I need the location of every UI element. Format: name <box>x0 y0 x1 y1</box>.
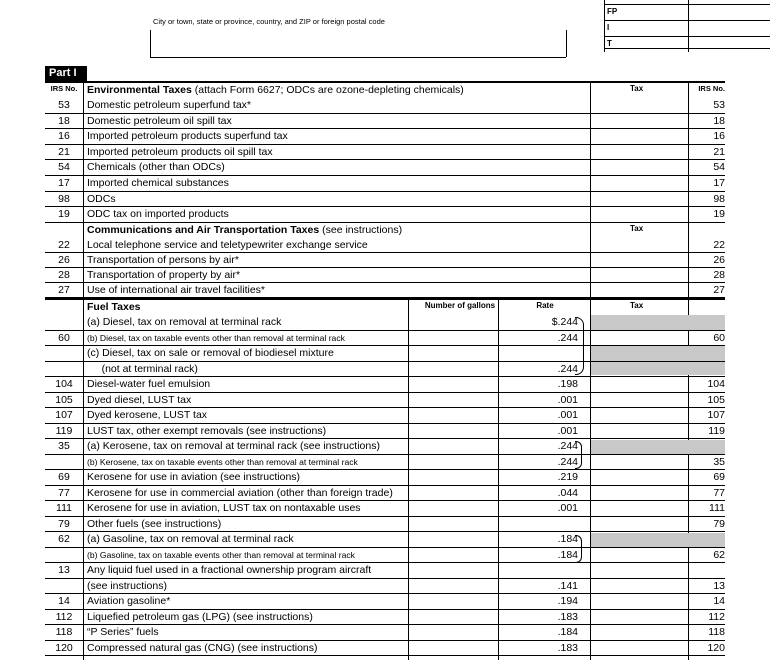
table-row <box>45 501 725 517</box>
gallons-header: Number of gallons <box>424 301 496 310</box>
gallons-input[interactable] <box>409 625 498 641</box>
table-row <box>45 346 725 362</box>
row-description: Transportation of property by air* <box>87 269 241 281</box>
irs-code-right: 104 <box>707 378 725 390</box>
irs-code-right: 120 <box>707 641 725 654</box>
rate-value: .183 <box>557 641 578 654</box>
irs-code: 16 <box>58 130 70 143</box>
tax-input[interactable] <box>591 176 688 192</box>
city-field-label: City or town, state or province, country, and ZIP or foreign postal code <box>153 17 385 26</box>
fp-label: FP <box>604 4 770 17</box>
row-description: Dyed kerosene, LUST tax <box>87 409 208 421</box>
tax-input[interactable] <box>591 346 688 362</box>
row-description: Diesel-water fuel emulsion <box>87 378 211 390</box>
gallons-input[interactable] <box>409 517 498 533</box>
gallons-input[interactable] <box>409 532 498 548</box>
tax-input[interactable] <box>591 145 688 161</box>
rate-value: .184 <box>557 548 578 561</box>
rate-value: .244 <box>557 362 578 375</box>
row-description: (a) Gasoline, tax on removal at terminal rack <box>87 533 294 545</box>
table-row <box>45 455 725 471</box>
row-description: Imported petroleum products oil spill tax <box>87 145 273 158</box>
row-description: Chemicals (other than ODCs) <box>87 161 225 174</box>
irs-code: 62 <box>58 533 70 545</box>
comm-title: Communications and Air Transportation Taxes <box>87 224 320 236</box>
tax-input[interactable] <box>591 253 688 268</box>
rate-value: .219 <box>557 471 578 483</box>
row-description: “P Series” fuels <box>87 626 159 638</box>
tax-header-comm: Tax <box>630 224 644 233</box>
irs-code: 53 <box>58 99 70 111</box>
table-row <box>45 207 725 223</box>
tax-input[interactable] <box>591 501 688 517</box>
irs-code-right: 111 <box>709 502 725 514</box>
irs-code: 54 <box>58 161 70 174</box>
irs-code: 105 <box>55 393 73 406</box>
irs-no-header: IRS No. <box>50 84 78 93</box>
irs-code: 18 <box>58 114 70 127</box>
tax-input[interactable] <box>591 192 688 208</box>
fuel-rule <box>45 298 725 300</box>
table-row <box>45 408 725 424</box>
table-row <box>45 563 725 579</box>
tax-input[interactable] <box>591 532 688 548</box>
table-row <box>45 176 725 192</box>
row-description: (a) Kerosene, tax on removal at terminal rack (see instructions) <box>87 440 380 452</box>
table-row <box>45 145 725 161</box>
irs-code: 17 <box>58 177 70 189</box>
fp-box <box>604 0 770 52</box>
row-description: (not at terminal rack) <box>87 362 198 375</box>
tax-input[interactable] <box>591 283 688 298</box>
table-row <box>45 160 725 176</box>
irs-code: 112 <box>55 610 73 623</box>
irs-code-right: 107 <box>707 409 725 421</box>
table-row <box>45 192 725 208</box>
tax-input[interactable] <box>591 563 688 579</box>
irs-code: 79 <box>58 517 70 530</box>
rate-value: .244 <box>557 455 578 468</box>
tax-input[interactable] <box>591 641 688 657</box>
row-description: Compressed natural gas (CNG) (see instructions) <box>87 641 318 654</box>
table-row <box>45 283 725 298</box>
irs-code: 21 <box>58 145 70 158</box>
gallons-input[interactable] <box>409 315 498 331</box>
table-row <box>45 331 725 347</box>
irs-code-right: 21 <box>713 145 725 158</box>
rate-value: .244 <box>557 331 578 344</box>
irs-code-right: 60 <box>713 331 725 344</box>
table-row <box>45 579 725 595</box>
city-field-left-tick <box>150 30 151 57</box>
tax-input[interactable] <box>591 393 688 409</box>
part-rule <box>45 81 725 83</box>
tax-header-env: Tax <box>630 84 644 93</box>
irs-code: 26 <box>58 254 70 266</box>
irs-code: 28 <box>58 269 70 281</box>
tax-input[interactable] <box>591 238 688 253</box>
row-description: Domestic petroleum superfund tax* <box>87 99 251 111</box>
fuel-header-row <box>45 301 725 315</box>
rate-header: Rate <box>536 301 554 310</box>
irs-code: 120 <box>55 641 73 654</box>
gallons-input[interactable] <box>409 470 498 486</box>
table-row <box>45 548 725 564</box>
table-row <box>45 625 725 641</box>
row-description: (b) Gasoline, tax on taxable events other than removal at terminal rack <box>87 549 355 560</box>
irs-code: 60 <box>58 331 70 344</box>
city-field-right-tick <box>566 30 567 57</box>
gallons-input[interactable] <box>409 424 498 440</box>
i-label: I <box>604 20 770 33</box>
table-row <box>45 362 725 378</box>
rate-value: .001 <box>557 409 578 421</box>
tax-input[interactable] <box>591 455 688 471</box>
irs-code-right: 77 <box>713 486 725 499</box>
rate-value: $.244 <box>551 316 578 328</box>
env-title-note: (attach Form 6627; ODCs are ozone-depleting chemicals) <box>191 84 464 96</box>
row-description: Other fuels (see instructions) <box>87 517 222 530</box>
part-label: Part I <box>45 66 87 81</box>
irs-code-right: 69 <box>713 471 725 483</box>
row-description: Kerosene for use in aviation, LUST tax on nontaxable uses <box>87 502 361 514</box>
irs-no-header-right: IRS No. <box>698 84 725 93</box>
fuel-title: Fuel Taxes <box>87 301 141 313</box>
rate-value: .001 <box>557 424 578 437</box>
t-label: T <box>604 36 770 49</box>
gallons-input[interactable] <box>409 408 498 424</box>
table-row <box>45 470 725 486</box>
tax-input[interactable] <box>591 268 688 283</box>
env-title: Environmental Taxes <box>87 84 192 96</box>
tax-input[interactable] <box>591 315 688 331</box>
irs-code-right: 35 <box>713 455 725 468</box>
rate-value: .001 <box>557 393 578 406</box>
irs-code: 69 <box>58 471 70 483</box>
irs-code: 77 <box>58 486 70 499</box>
row-description: (b) Kerosene, tax on taxable events other than removal at terminal rack <box>87 456 358 467</box>
row-description: Local telephone service and teletypewriter exchange service <box>87 239 368 251</box>
gallons-input[interactable] <box>409 362 498 378</box>
irs-code: 119 <box>55 424 73 437</box>
table-row <box>45 268 725 283</box>
tax-input[interactable] <box>591 331 688 347</box>
comm-title-note: (see instructions) <box>319 224 403 236</box>
gallons-input[interactable] <box>409 579 498 595</box>
tax-input[interactable] <box>591 207 688 223</box>
rate-value: .141 <box>557 579 578 592</box>
table-row <box>45 594 725 610</box>
table-row <box>45 98 725 114</box>
table-row <box>45 641 725 657</box>
irs-code-right: 54 <box>713 161 725 174</box>
irs-code-right: 28 <box>713 269 725 281</box>
tax-input[interactable] <box>591 362 688 378</box>
irs-code-right: 105 <box>707 393 725 406</box>
rate-value: .184 <box>557 533 578 545</box>
irs-code: 13 <box>58 564 70 576</box>
irs-code-right: 118 <box>708 626 725 638</box>
row-description: Imported petroleum products superfund tax <box>87 130 288 143</box>
gallons-input[interactable] <box>409 486 498 502</box>
table-row <box>45 114 725 130</box>
irs-code-right: 13 <box>713 579 725 592</box>
table-row <box>45 377 725 393</box>
gallons-input[interactable] <box>409 641 498 657</box>
irs-code: 118 <box>55 626 73 638</box>
comm-header-row <box>45 224 725 238</box>
gallons-input[interactable] <box>409 548 498 564</box>
irs-code-right: 53 <box>713 99 725 111</box>
irs-code-right: 19 <box>713 208 725 221</box>
row-description: Aviation gasoline* <box>87 595 171 607</box>
row-description: Kerosene for use in aviation (see instructions) <box>87 471 301 483</box>
row-description: Dyed diesel, LUST tax <box>87 393 192 406</box>
city-field-input[interactable] <box>150 57 566 58</box>
row-description: Transportation of persons by air* <box>87 254 239 266</box>
rate-value: .184 <box>557 626 578 638</box>
table-row <box>45 517 725 533</box>
irs-code: 98 <box>58 192 70 205</box>
row-description: Use of international air travel facilities* <box>87 284 265 296</box>
row-description: (see instructions) <box>87 579 167 592</box>
gallons-input[interactable] <box>409 346 498 362</box>
irs-code-right: 14 <box>713 595 725 607</box>
irs-code-right: 27 <box>713 284 725 296</box>
rate-value: .001 <box>557 502 578 514</box>
tax-input[interactable] <box>591 486 688 502</box>
row-description: ODC tax on imported products <box>87 208 229 221</box>
gallons-input[interactable] <box>409 594 498 610</box>
row-description: (c) Diesel, tax on sale or removal of biodiesel mixture <box>87 347 334 359</box>
tax-input[interactable] <box>591 439 688 455</box>
irs-code: 107 <box>55 409 73 421</box>
table-row <box>45 238 725 253</box>
rate-value: .044 <box>557 486 578 499</box>
tax-input[interactable] <box>591 594 688 610</box>
tax-header-fuel: Tax <box>630 301 644 310</box>
irs-code: 104 <box>55 378 73 390</box>
table-row <box>45 253 725 268</box>
env-header-row <box>45 84 725 98</box>
rate-value: .244 <box>557 440 578 452</box>
irs-code-right: 119 <box>708 424 725 437</box>
table-row <box>45 486 725 502</box>
irs-code-right: 26 <box>713 254 725 266</box>
tax-input[interactable] <box>591 129 688 145</box>
row-description: LUST tax, other exempt removals (see instructions) <box>87 424 327 437</box>
irs-code-right: 62 <box>713 548 725 561</box>
tax-input[interactable] <box>591 517 688 533</box>
irs-code: 111 <box>56 502 72 514</box>
irs-code-right: 98 <box>713 192 725 205</box>
table-row <box>45 610 725 626</box>
irs-code: 14 <box>58 595 70 607</box>
tax-input[interactable] <box>591 548 688 564</box>
table-row <box>45 424 725 440</box>
tax-input[interactable] <box>591 625 688 641</box>
gallons-input[interactable] <box>409 610 498 626</box>
tax-input[interactable] <box>591 98 688 114</box>
rate-value: .183 <box>557 610 578 623</box>
tax-input[interactable] <box>591 408 688 424</box>
irs-code: 27 <box>58 284 70 296</box>
irs-code-right: 17 <box>713 177 725 189</box>
gallons-input[interactable] <box>409 563 498 579</box>
tax-input[interactable] <box>591 470 688 486</box>
tax-input[interactable] <box>591 579 688 595</box>
table-row <box>45 532 725 548</box>
row-description: Any liquid fuel used in a fractional ownership program aircraft <box>87 564 372 576</box>
gallons-input[interactable] <box>409 439 498 455</box>
tax-input[interactable] <box>591 424 688 440</box>
gallons-input[interactable] <box>409 501 498 517</box>
irs-code-right: 112 <box>708 610 725 623</box>
tax-input[interactable] <box>591 114 688 130</box>
gallons-input[interactable] <box>409 377 498 393</box>
table-row <box>45 315 725 331</box>
row-description: Kerosene for use in commercial aviation (other than foreign trade) <box>87 486 393 499</box>
table-row <box>45 439 725 455</box>
gallons-input[interactable] <box>409 455 498 471</box>
tax-input[interactable] <box>591 610 688 626</box>
irs-code: 22 <box>58 239 70 251</box>
row-description: (b) Diesel, tax on taxable events other than removal at terminal rack <box>87 332 345 343</box>
rate-value: .194 <box>557 595 578 607</box>
tax-input[interactable] <box>591 377 688 393</box>
row-description: Liquefied petroleum gas (LPG) (see instructions) <box>87 610 313 623</box>
rate-value: .198 <box>557 378 578 390</box>
row-description: Domestic petroleum oil spill tax <box>87 114 232 127</box>
irs-code: 19 <box>58 208 70 221</box>
tax-input[interactable] <box>591 160 688 176</box>
irs-code-right: 79 <box>713 517 725 530</box>
irs-code-right: 22 <box>713 239 725 251</box>
gallons-input[interactable] <box>409 331 498 347</box>
irs-code-right: 16 <box>713 130 725 143</box>
row-description: (a) Diesel, tax on removal at terminal rack <box>87 316 282 328</box>
row-description: ODCs <box>87 192 116 205</box>
irs-code-right: 18 <box>713 114 725 127</box>
row-description: Imported chemical substances <box>87 177 229 189</box>
table-row <box>45 393 725 409</box>
table-row <box>45 129 725 145</box>
irs-code: 35 <box>58 440 70 452</box>
gallons-input[interactable] <box>409 393 498 409</box>
